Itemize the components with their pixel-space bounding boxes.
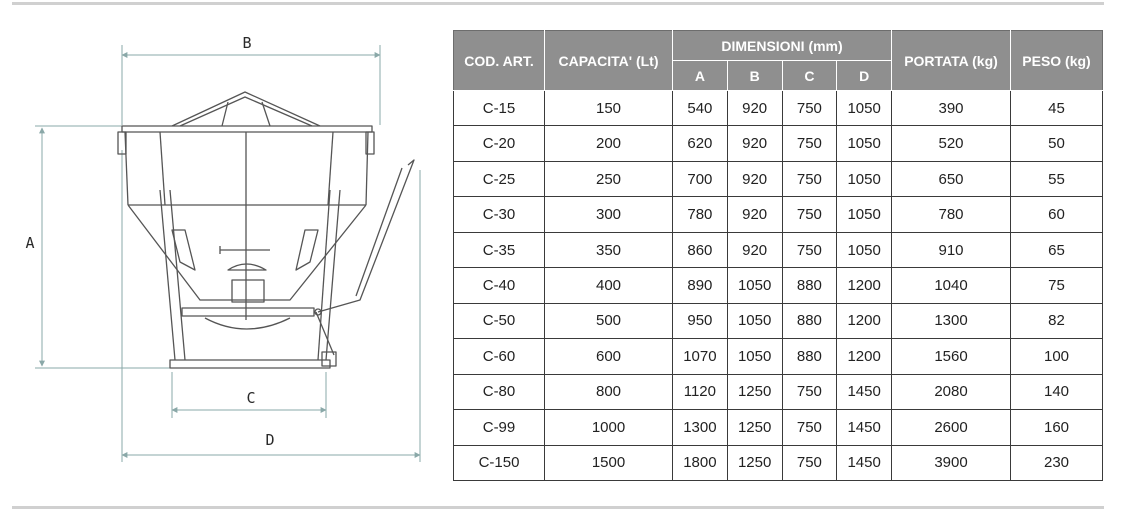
cell-code: C-40 [454, 268, 545, 303]
cell-capacity: 250 [545, 161, 673, 196]
cell-dim-b: 1250 [727, 445, 782, 480]
cell-dim-c: 750 [782, 445, 837, 480]
cell-code: C-30 [454, 197, 545, 232]
cell-dim-b: 920 [727, 91, 782, 126]
cell-payload: 1560 [892, 339, 1011, 374]
table-row [454, 303, 1103, 338]
header-dim-d: D [837, 61, 892, 91]
cell-dim-d: 1050 [837, 161, 892, 196]
cell-capacity: 1500 [545, 445, 673, 480]
cell-capacity: 800 [545, 374, 673, 409]
cell-capacity: 600 [545, 339, 673, 374]
cell-weight: 45 [1011, 91, 1103, 126]
cell-payload: 650 [892, 161, 1011, 196]
cell-dim-b: 1250 [727, 374, 782, 409]
header-capacity: CAPACITA' (Lt) [545, 31, 673, 91]
bucket-technical-drawing [0, 0, 450, 524]
cell-dim-c: 750 [782, 197, 837, 232]
cell-capacity: 350 [545, 232, 673, 267]
cell-payload: 2600 [892, 410, 1011, 445]
cell-dim-d: 1050 [837, 91, 892, 126]
dimension-c-label: C [246, 389, 256, 407]
cell-dim-a: 1800 [673, 445, 728, 480]
table-row [454, 126, 1103, 161]
cell-payload: 390 [892, 91, 1011, 126]
cell-code: C-20 [454, 126, 545, 161]
cell-dim-d: 1050 [837, 197, 892, 232]
cell-dim-a: 890 [673, 268, 728, 303]
cell-dim-c: 880 [782, 303, 837, 338]
cell-dim-a: 1070 [673, 339, 728, 374]
header-dim-b: B [727, 61, 782, 91]
header-dimensions: DIMENSIONI (mm) [673, 31, 892, 61]
cell-dim-a: 540 [673, 91, 728, 126]
cell-capacity: 400 [545, 268, 673, 303]
cell-code: C-25 [454, 161, 545, 196]
cell-capacity: 200 [545, 126, 673, 161]
cell-dim-a: 860 [673, 232, 728, 267]
cell-dim-a: 700 [673, 161, 728, 196]
table-row [454, 445, 1103, 480]
header-dim-c: C [782, 61, 837, 91]
cell-dim-c: 750 [782, 374, 837, 409]
table-row [454, 268, 1103, 303]
cell-code: C-15 [454, 91, 545, 126]
cell-code: C-80 [454, 374, 545, 409]
cell-code: C-50 [454, 303, 545, 338]
cell-dim-c: 880 [782, 268, 837, 303]
cell-dim-d: 1450 [837, 410, 892, 445]
header-weight: PESO (kg) [1011, 31, 1103, 91]
cell-dim-d: 1050 [837, 126, 892, 161]
cell-dim-d: 1200 [837, 303, 892, 338]
cell-dim-a: 950 [673, 303, 728, 338]
cell-code: C-35 [454, 232, 545, 267]
cell-dim-a: 1120 [673, 374, 728, 409]
dimension-a-label: A [25, 234, 35, 252]
cell-dim-c: 750 [782, 410, 837, 445]
dimension-d-label: D [265, 431, 275, 449]
table-row [454, 91, 1103, 126]
cell-weight: 60 [1011, 197, 1103, 232]
bottom-divider [12, 506, 1104, 509]
cell-dim-b: 1250 [727, 410, 782, 445]
cell-payload: 780 [892, 197, 1011, 232]
cell-capacity: 1000 [545, 410, 673, 445]
cell-dim-d: 1450 [837, 374, 892, 409]
cell-dim-d: 1450 [837, 445, 892, 480]
cell-dim-b: 920 [727, 232, 782, 267]
cell-weight: 82 [1011, 303, 1103, 338]
cell-weight: 55 [1011, 161, 1103, 196]
cell-dim-c: 880 [782, 339, 837, 374]
table-row [454, 197, 1103, 232]
cell-dim-b: 1050 [727, 268, 782, 303]
cell-dim-b: 920 [727, 161, 782, 196]
cell-weight: 140 [1011, 374, 1103, 409]
table-row [454, 410, 1103, 445]
cell-payload: 1040 [892, 268, 1011, 303]
cell-weight: 230 [1011, 445, 1103, 480]
dimension-b-label: B [242, 34, 252, 52]
cell-dim-d: 1200 [837, 268, 892, 303]
cell-weight: 50 [1011, 126, 1103, 161]
cell-dim-c: 750 [782, 161, 837, 196]
table-row [454, 374, 1103, 409]
header-code: COD. ART. [454, 31, 545, 91]
cell-dim-b: 920 [727, 126, 782, 161]
cell-payload: 520 [892, 126, 1011, 161]
cell-dim-c: 750 [782, 232, 837, 267]
cell-dim-b: 920 [727, 197, 782, 232]
cell-weight: 65 [1011, 232, 1103, 267]
cell-capacity: 500 [545, 303, 673, 338]
cell-dim-b: 1050 [727, 303, 782, 338]
cell-payload: 1300 [892, 303, 1011, 338]
table-row [454, 339, 1103, 374]
cell-dim-a: 780 [673, 197, 728, 232]
table-row [454, 232, 1103, 267]
cell-dim-a: 620 [673, 126, 728, 161]
cell-payload: 2080 [892, 374, 1011, 409]
cell-dim-b: 1050 [727, 339, 782, 374]
cell-dim-a: 1300 [673, 410, 728, 445]
cell-capacity: 150 [545, 91, 673, 126]
header-dim-a: A [673, 61, 728, 91]
cell-payload: 3900 [892, 445, 1011, 480]
specifications-table [453, 30, 1103, 481]
cell-code: C-150 [454, 445, 545, 480]
cell-dim-c: 750 [782, 126, 837, 161]
cell-code: C-60 [454, 339, 545, 374]
cell-dim-d: 1050 [837, 232, 892, 267]
cell-payload: 910 [892, 232, 1011, 267]
cell-weight: 100 [1011, 339, 1103, 374]
table-row [454, 161, 1103, 196]
cell-capacity: 300 [545, 197, 673, 232]
cell-dim-d: 1200 [837, 339, 892, 374]
cell-dim-c: 750 [782, 91, 837, 126]
cell-weight: 75 [1011, 268, 1103, 303]
cell-weight: 160 [1011, 410, 1103, 445]
header-payload: PORTATA (kg) [892, 31, 1011, 91]
cell-code: C-99 [454, 410, 545, 445]
